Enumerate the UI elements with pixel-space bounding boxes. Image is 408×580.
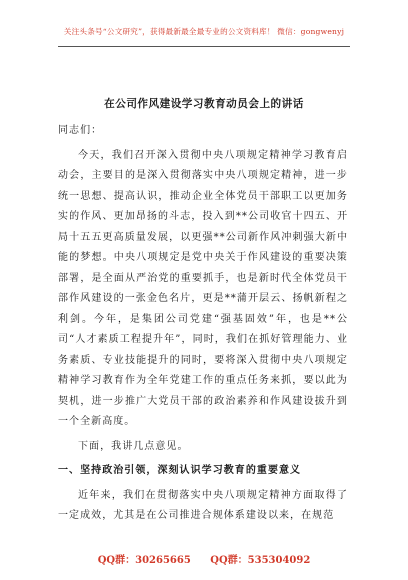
document-body: [58, 121, 348, 527]
footer-qq-group-1: QQ群：30265665: [97, 555, 191, 566]
header-banner: 关注头条号“公文研究”，获得最新最全最专业的公文资料库！ 微信：gongwenyj: [63, 27, 345, 36]
salutation: 同志们：: [58, 125, 103, 136]
paragraph-2: 下面，我讲几点意见。: [78, 440, 189, 452]
paragraph-1: 今天，我们召开深入贯彻中央八项规定精神学习教育启动会，主要目的是深入贯彻落实中央八项规定精神，进一步统一思想、提高认识，推动企业全体党员干部职工以更加务实的作风、更加昂扬的斗志，投入到**公司收官十四五、开局十五五更高质量发展，以更强**公司新作风冲刺强大新中能的梦想。中央八项规定是党中央关于作风建设的重要决策部署，是全面从严治党的重要抓手，也是新时代全体党员干部作风建设的一张金色名片，更是**蒲开层云、扬帆新程之利剑。今年，是集团公司党建“强基固效”年，也是**公司“人才素质工程提升年”，同时，我们在抓好管理能力、业务素质、专业技能提升的同时，要将深入贯彻中央八项规定精神学习教育作为全年党建工作的重点任务来抓，要以此为契机，进一步推广大党员干部的政治素养和作风建设拔升到一个全新高度。: [58, 149, 348, 427]
section-heading-1: 一、坚持政治引领，深刻认识学习教育的重要意义: [58, 465, 302, 476]
footer-qq: [0, 551, 408, 566]
footer-qq-group-2: QQ群：535304092: [210, 555, 311, 566]
header-divider: [58, 46, 350, 47]
paragraph-3: 近年来，我们在贯彻落实中央八项规定精神方面取得了一定成效，尤其是在公司推进合规体系建设以来，在规范: [58, 489, 348, 521]
document-title: 在公司作风建设学习教育动员会上的讲话: [104, 98, 304, 110]
